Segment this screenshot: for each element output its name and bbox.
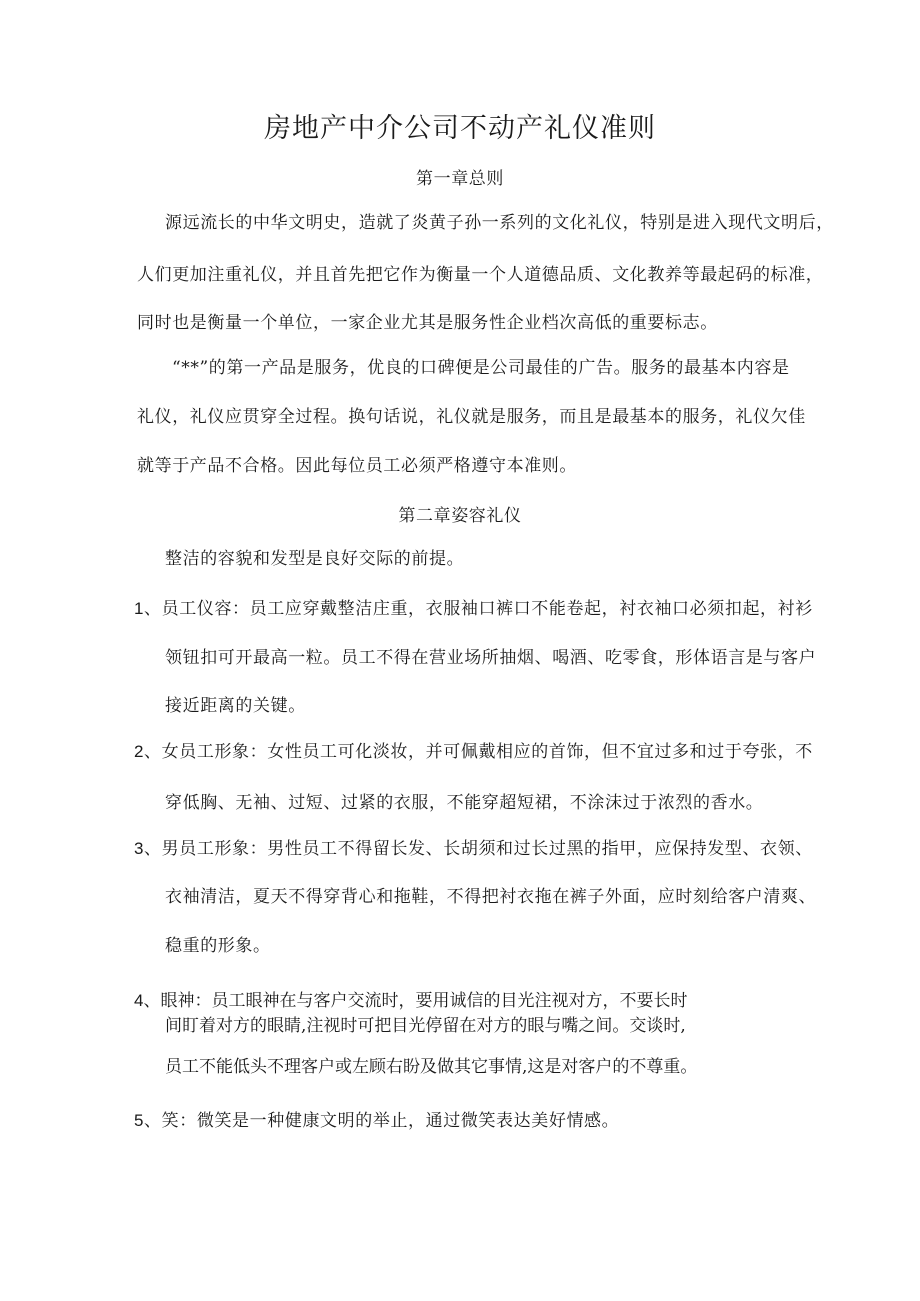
- paragraph-line: 人们更加注重礼仪，并且首先把它作为衡量一个人道德品质、文化教养等最起码的标准，: [137, 265, 824, 285]
- paragraph-line: 礼仪，礼仪应贯穿全过程。换句话说，礼仪就是服务，而且是最基本的服务，礼仪欠佳: [137, 407, 806, 427]
- list-item-1: [134, 598, 813, 620]
- list-item-line: 衣袖清洁，夏天不得穿背心和拖鞋，不得把衬衣拖在裤子外面，应时刻给客户清爽、: [165, 887, 817, 907]
- paragraph-line: 就等于产品不合格。因此每位员工必须严格遵守本准则。: [137, 456, 577, 476]
- item-text: 员工仪容：员工应穿戴整洁庄重，衣服袖口裤口不能卷起，衬衣袖口必须扣起，衬衫: [161, 599, 813, 619]
- item-text: 笑：微笑是一种健康文明的举止，通过微笑表达美好情感。: [161, 1111, 620, 1131]
- chapter-1-heading: 第一章总则: [416, 169, 504, 189]
- list-item-2: [134, 741, 813, 763]
- list-item-line: 接近距离的关键。: [165, 696, 306, 716]
- paragraph-line: 源远流长的中华文明史，造就了炎黄子孙一系列的文化礼仪，特别是进入现代文明后，: [165, 213, 834, 233]
- item-number: 4、: [134, 991, 161, 1010]
- item-number: 2、: [134, 742, 162, 761]
- item-number: 3、: [134, 839, 162, 858]
- list-item-line: 领钮扣可开最高一粒。员工不得在营业场所抽烟、喝酒、吃零食，形体语言是与客户: [165, 648, 817, 668]
- item-text: 女员工形象：女性员工可化淡妆，并可佩戴相应的首饰，但不宜过多和过于夸张，不: [161, 742, 813, 762]
- paragraph-line: 同时也是衡量一个单位，一家企业尤其是服务性企业档次高低的重要标志。: [137, 313, 718, 333]
- list-item-5: [134, 1110, 619, 1132]
- list-item-line: 稳重的形象。: [165, 936, 271, 956]
- list-item-3: [134, 838, 813, 860]
- list-item-line: 穿低胸、无袖、过短、过紧的衣服，不能穿超短裙，不涂沫过于浓烈的香水。: [165, 793, 764, 813]
- item-number: 1、: [134, 599, 162, 618]
- document-title: 房地产中介公司不动产礼仪准则: [264, 113, 656, 144]
- item-text: 眼神：员工眼神在与客户交流时，要用诚信的目光注视对方，不要长时: [160, 991, 688, 1011]
- paragraph-line: “**”的第一产品是服务，优良的口碑便是公司最佳的广告。服务的最基本内容是: [172, 358, 790, 378]
- item-text: 男员工形象：男性员工不得留长发、长胡须和过长过黑的指甲，应保持发型、衣领、: [161, 839, 813, 859]
- list-item-line: 间盯着对方的眼睛,注视时可把目光停留在对方的眼与嘴之间。交谈时,: [165, 1016, 686, 1036]
- chapter-2-heading: 第二章姿容礼仪: [398, 506, 522, 526]
- list-item-line: 员工不能低头不理客户或左顾右盼及做其它事情,这是对客户的不尊重。: [165, 1057, 698, 1077]
- intro-line: 整洁的容貌和发型是良好交际的前提。: [165, 549, 465, 569]
- list-item-4: [134, 990, 687, 1012]
- item-number: 5、: [134, 1111, 162, 1130]
